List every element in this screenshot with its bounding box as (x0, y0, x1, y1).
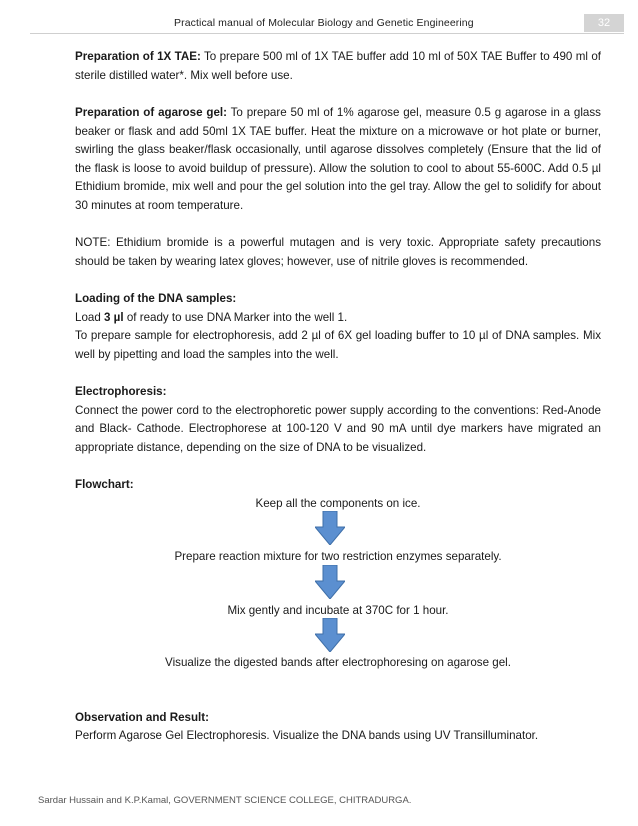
flow-step-4: Visualize the digested bands after electrophoresing on agarose gel. (165, 655, 511, 669)
electrophoresis-section (75, 383, 601, 457)
loading-heading: Loading of the DNA samples: (75, 292, 237, 305)
marker-volume: 3 µl (104, 310, 124, 324)
electrophoresis-text: Connect the power cord to the electrophoretic power supply according to the conventions: Red-Anode and Black- Cathode. Electrophorese at 100-120 V and 90 mA until dye markers have migrated an appropriate distance, depending on the size of DNA to be visualized. (75, 403, 601, 454)
loading-line-1-post: of ready to use DNA Marker into the well 1. (123, 310, 348, 324)
observation-heading: Observation and Result: (75, 710, 209, 724)
page-number: 32 (584, 14, 624, 32)
header-title: Practical manual of Molecular Biology and Genetic Engineering (174, 17, 474, 29)
page-footer: Sardar Hussain and K.P.Kamal, GOVERNMENT SCIENCE COLLEGE, CHITRADURGA. (38, 795, 412, 806)
down-arrow-icon (315, 618, 345, 652)
observation-text: Perform Agarose Gel Electrophoresis. Visualize the DNA bands using UV Transilluminator. (75, 729, 539, 742)
note-text: NOTE: Ethidium bromide is a powerful mutagen and is very toxic. Appropriate safety precautions should be taken by wearing latex gloves; however, use of nitrile gloves is recommended. (75, 236, 601, 268)
down-arrow-icon (315, 511, 345, 545)
loading-line-1-pre: Load (75, 310, 105, 324)
flow-step-3: Mix gently and incubate at 370C for 1 hour. (227, 603, 449, 617)
agarose-heading: Preparation of agarose gel: (75, 106, 227, 119)
flowchart-heading: Flowchart: (75, 478, 134, 491)
loading-section (75, 290, 601, 364)
loading-line-2: To prepare sample for electrophoresis, add 2 µl of 6X gel loading buffer to 10 µl of DNA samples. Mix well by pipetting and load the samples into the well. (75, 329, 601, 361)
note-section (75, 234, 601, 271)
header-divider (30, 33, 624, 34)
flow-step-1: Keep all the components on ice. (255, 496, 421, 510)
page-header (0, 14, 638, 34)
electrophoresis-heading: Electrophoresis: (75, 385, 167, 398)
agarose-section (75, 104, 601, 215)
tae-section (75, 48, 601, 85)
tae-heading: Preparation of 1X TAE: (75, 50, 201, 63)
flow-step-2: Prepare reaction mixture for two restriction enzymes separately. (174, 549, 502, 563)
agarose-text: To prepare 50 ml of 1% agarose gel, measure 0.5 g agarose in a glass beaker or flask and add 50ml 1X TAE buffer. Heat the mixture on a microwave or hot plate or burner, swirling the glass beaker/flask occasionally, until agarose dissolves completely (Ensure that the lid of the flask is loose to avoid buildup of pressure). Allow the solution to cool to about 55-600C. Add 0.5 µl Ethidium bromide, mix well and pour the gel solution into the gel tray. Allow the gel to solidify for about 30 minutes at room temperature. (75, 106, 601, 212)
page-content (75, 48, 601, 765)
observation-section (75, 709, 601, 746)
flowchart (75, 495, 601, 695)
flowchart-section (75, 476, 601, 695)
down-arrow-icon (315, 565, 345, 599)
tae-text: To prepare 500 ml of 1X TAE buffer add 10 ml of 50X TAE Buffer to 490 ml of sterile distilled water*. Mix well before use. (75, 50, 601, 82)
loading-line-1 (75, 309, 601, 328)
